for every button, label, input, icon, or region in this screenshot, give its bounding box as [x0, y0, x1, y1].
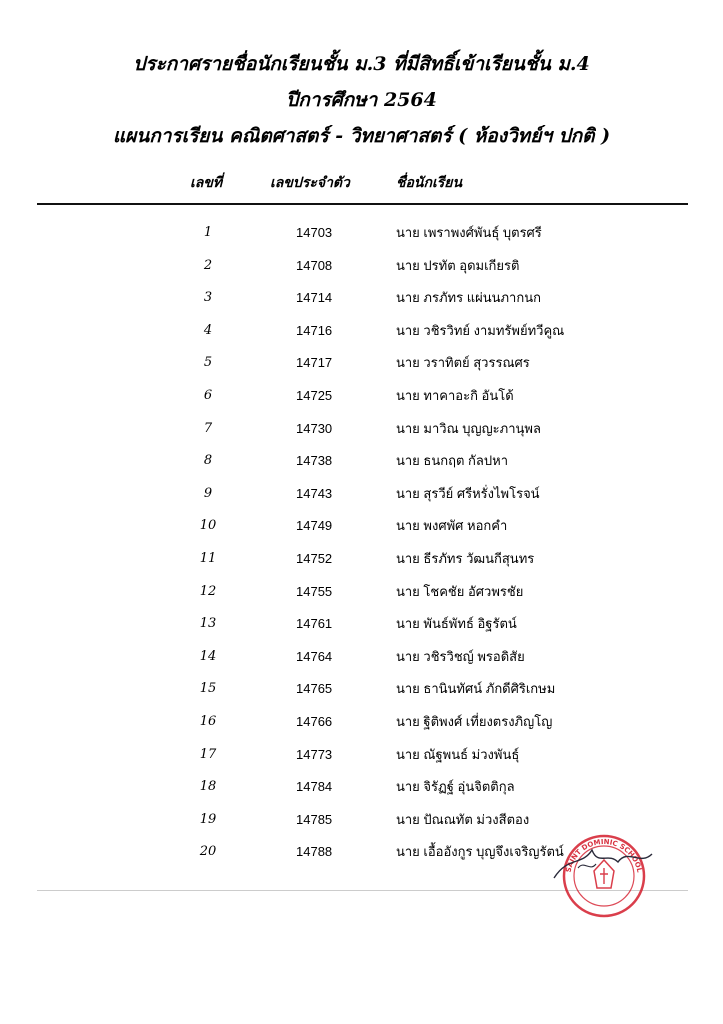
- table-row: [0, 613, 723, 635]
- student-name: นาย ธานินทัศน์ ภักดีศิริเกษม: [396, 681, 556, 697]
- column-header-no: เลขที่: [190, 175, 223, 191]
- row-number: 1: [203, 225, 213, 240]
- student-name: นาย จิรัฏฐ์ อุ่นจิตติกุล: [396, 779, 515, 795]
- table-row: [0, 744, 723, 766]
- row-number: 9: [203, 485, 213, 501]
- table-row: [0, 678, 723, 700]
- row-number: 12: [199, 583, 217, 599]
- student-id: 14730: [296, 420, 333, 436]
- student-name: นาย วชิรวิทย์ งามทรัพย์ทวีคูณ: [396, 322, 565, 338]
- student-name: นาย ปรทัต อุดมเกียรติ: [396, 257, 520, 273]
- row-number: 15: [199, 681, 217, 697]
- seal-text: SAINT DOMINIC SCHOOL: [564, 837, 644, 874]
- student-id: 14725: [296, 388, 333, 403]
- column-header-name: ชื่อนักเรียน: [396, 175, 463, 191]
- student-name: นาย โชคชัย อัศวพรชัย: [396, 583, 524, 599]
- title-line-2: ปีการศึกษา 2564: [286, 89, 437, 111]
- header-divider: [37, 203, 688, 205]
- student-id: 14755: [296, 583, 333, 599]
- title-line-1: ประกาศรายชื่อนักเรียนชั้น ม.3 ที่มีสิทธิ์เข้าเรียนชั้น ม.4: [133, 53, 590, 75]
- student-name: นาย ฐิติพงศ์ เที่ยงตรงภิญโญ: [396, 714, 553, 729]
- row-number: 6: [203, 388, 213, 403]
- row-number: 7: [203, 420, 213, 436]
- table-row: [0, 776, 723, 798]
- row-number: 19: [199, 811, 217, 827]
- row-number: 11: [199, 551, 217, 566]
- seal-graphic: [548, 826, 658, 921]
- student-name: นาย พงศพัศ หอกคำ: [396, 518, 508, 534]
- student-id: 14714: [296, 290, 333, 306]
- row-number: 20: [199, 844, 217, 860]
- student-id: 14703: [296, 225, 333, 240]
- student-id: 14717: [296, 355, 333, 371]
- row-number: 14: [199, 648, 217, 664]
- row-number: 10: [199, 518, 217, 534]
- table-row: [0, 711, 723, 733]
- row-number: 16: [199, 714, 217, 729]
- table-row: [0, 352, 723, 374]
- row-number: 4: [203, 322, 213, 338]
- student-id: 14765: [296, 681, 333, 697]
- student-name: นาย ภรภัทร แผ่นนภากนก: [396, 290, 541, 306]
- table-row: [0, 548, 723, 570]
- row-number: 5: [203, 355, 213, 371]
- row-number: 8: [203, 453, 213, 469]
- table-row: [0, 418, 723, 440]
- row-number: 3: [203, 290, 213, 306]
- row-number: 18: [199, 779, 217, 795]
- table-row: [0, 515, 723, 537]
- student-id: 14788: [296, 844, 333, 860]
- student-id: 14773: [296, 746, 333, 762]
- table-row: [0, 450, 723, 472]
- student-id: 14743: [296, 485, 333, 501]
- student-name: นาย พันธ์พัทธ์ อิฐรัตน์: [396, 616, 517, 632]
- table-row: [0, 483, 723, 505]
- student-id: 14708: [296, 257, 333, 273]
- student-name: นาย วราทิตย์ สุวรรณศร: [396, 355, 530, 371]
- column-header-student-id: เลขประจำตัว: [270, 175, 350, 191]
- student-name: นาย ธีรภัทร วัฒนกีสุนทร: [396, 551, 535, 566]
- student-id: 14761: [296, 616, 333, 632]
- table-row: [0, 581, 723, 603]
- student-id: 14784: [296, 779, 333, 795]
- table-row: [0, 255, 723, 277]
- table-row: [0, 287, 723, 309]
- table-row: [0, 646, 723, 668]
- student-name: นาย วชิรวิชญ์ พรอดิสัย: [396, 648, 525, 664]
- seal-cross: [600, 868, 608, 884]
- student-id: 14716: [296, 322, 333, 338]
- student-id: 14785: [296, 811, 333, 827]
- title-line-3: แผนการเรียน คณิตศาสตร์ - วิทยาศาสตร์ ( ห้องวิทย์ฯ ปกติ ): [112, 125, 611, 147]
- student-id: 14738: [296, 453, 333, 469]
- school-seal-stamp: [548, 826, 658, 921]
- student-name: นาย ทาคาอะกิ อันโด้: [396, 388, 514, 403]
- table-row: [0, 385, 723, 407]
- student-name: นาย มาวิณ บุญญะภานุพล: [396, 420, 541, 436]
- student-name: นาย เอื้ออังกูร บุญจึงเจริญรัตน์: [396, 844, 564, 860]
- row-number: 17: [199, 746, 217, 762]
- student-id: 14752: [296, 551, 333, 566]
- student-id: 14764: [296, 648, 333, 664]
- student-name: นาย ณัฐพนธ์ ม่วงพันธุ์: [396, 746, 520, 762]
- student-id: 14766: [296, 714, 333, 729]
- row-number: 2: [203, 257, 213, 273]
- table-row: [0, 320, 723, 342]
- student-id: 14749: [296, 518, 333, 534]
- signature-stroke-2: [578, 864, 596, 868]
- student-name: นาย ปัณณทัต ม่วงสีตอง: [396, 811, 530, 827]
- student-name: นาย สุรวีย์ ศรีหรั่งไพโรจน์: [396, 485, 540, 501]
- row-number: 13: [199, 616, 217, 632]
- student-name: นาย ธนกฤต กัลปหา: [396, 453, 508, 469]
- table-row: [0, 222, 723, 244]
- student-name: นาย เพราพงศ์พันธุ์ บุตรศรี: [396, 225, 542, 240]
